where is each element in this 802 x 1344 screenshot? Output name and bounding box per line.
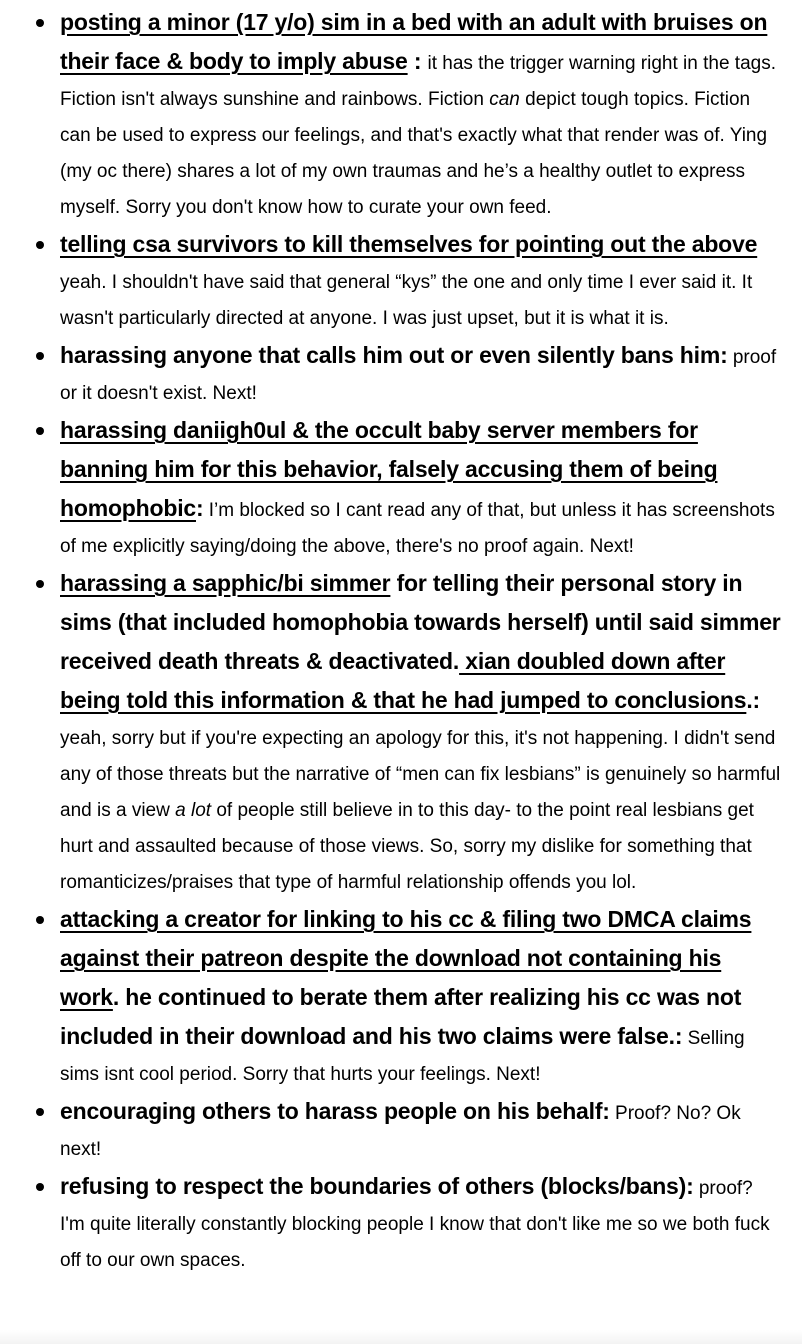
bullet-icon xyxy=(36,352,44,360)
allegation-link[interactable]: harassing a sapphic/bi simmer xyxy=(60,570,391,596)
list-item-sapphic-simmer xyxy=(0,565,790,901)
response-text: it has the trigger warning right in the tags. Fiction isn't always sunshine and rainbows. Fiction xyxy=(60,53,776,110)
list-item-minor-sim xyxy=(0,4,790,226)
bullet-icon xyxy=(36,427,44,435)
bullet-icon xyxy=(36,1183,44,1191)
list-item-harassing-callers xyxy=(0,337,790,412)
separator: .: xyxy=(746,687,760,713)
bullet-icon xyxy=(36,19,44,27)
list-item-boundaries xyxy=(0,1168,790,1279)
allegation-link[interactable]: posting a minor (17 y/o) sim in a bed with an adult with bruises on their face & body to imply abuse xyxy=(60,9,768,74)
emphasis-text: can xyxy=(489,89,520,110)
response-text: proof or it doesn't exist. Next! xyxy=(60,347,777,404)
list-item-dmca xyxy=(0,901,790,1093)
list-item-encouraging-harassment xyxy=(0,1093,790,1168)
response-text: depict tough topics. Fiction can be used to express our feelings, and that's exactly what that render was of. Ying (my oc there) shares a lot of my own traumas and he’s a healthy outlet to express myself. Sorry you don't know how to curate your own feed. xyxy=(60,89,768,218)
allegation-link[interactable]: attacking a creator for linking to his cc & filing two DMCA claims against their patreon despite the download not containing his work xyxy=(60,906,752,1010)
allegation-heading: encouraging others to harass people on his behalf: xyxy=(60,1098,610,1124)
response-text: proof? I'm quite literally constantly blocking people I know that don't like me so we both fuck off to our own spaces. xyxy=(60,1178,770,1271)
allegation-link[interactable]: telling csa survivors to kill themselves for pointing out the above xyxy=(60,231,758,257)
allegation-heading: harassing anyone that calls him out or even silently bans him: xyxy=(60,342,728,368)
emphasis-text: a lot xyxy=(175,800,212,821)
callout-response-list xyxy=(0,4,790,1279)
bullet-icon xyxy=(36,1108,44,1116)
separator: : xyxy=(407,48,428,74)
bullet-icon xyxy=(36,241,44,249)
response-text: of people still believe in to this day- to the point real lesbians get hurt and assaulted because of those views. So, sorry my dislike for something that romanticizes/praises that type of harmful relationship offends you lol. xyxy=(60,800,754,893)
response-text: yeah. I shouldn't have said that general “kys” the one and only time I ever said it. It wasn't particularly directed at anyone. I was just upset, but it is what it is. xyxy=(60,272,753,329)
list-item-server-members xyxy=(0,412,790,565)
allegation-heading: for telling their personal story in sims (that included homophobia towards herself) until said simmer received death threats & deactivated. xyxy=(60,570,781,674)
bullet-icon xyxy=(36,580,44,588)
bullet-icon xyxy=(36,916,44,924)
allegation-heading: . he continued to berate them after realizing his cc was not included in their download and his two claims were false.: xyxy=(60,984,742,1049)
response-text: Proof? No? Ok next! xyxy=(60,1103,741,1160)
response-text: Selling sims isnt cool period. Sorry that hurts your feelings. Next! xyxy=(60,1028,745,1085)
response-text: I’m blocked so I cant read any of that, but unless it has screenshots of me explicitly saying/doing the above, there's no proof again. Next! xyxy=(60,500,775,557)
allegation-link[interactable]: harassing daniigh0ul & the occult baby server members for banning him for this behavior, falsely accusing them of being homophobic xyxy=(60,417,718,521)
bottom-edge xyxy=(0,1330,802,1344)
separator: : xyxy=(195,495,204,521)
allegation-heading: refusing to respect the boundaries of others (blocks/bans): xyxy=(60,1173,694,1199)
allegation-link-2[interactable]: xian doubled down after being told this information & that he had jumped to conclusions xyxy=(60,648,747,713)
response-text: yeah, sorry but if you're expecting an apology for this, it's not happening. I didn't send any of those threats but the narrative of “men can fix lesbians” is genuinely so harmful and is a view xyxy=(60,728,781,821)
list-item-kys xyxy=(0,226,790,337)
